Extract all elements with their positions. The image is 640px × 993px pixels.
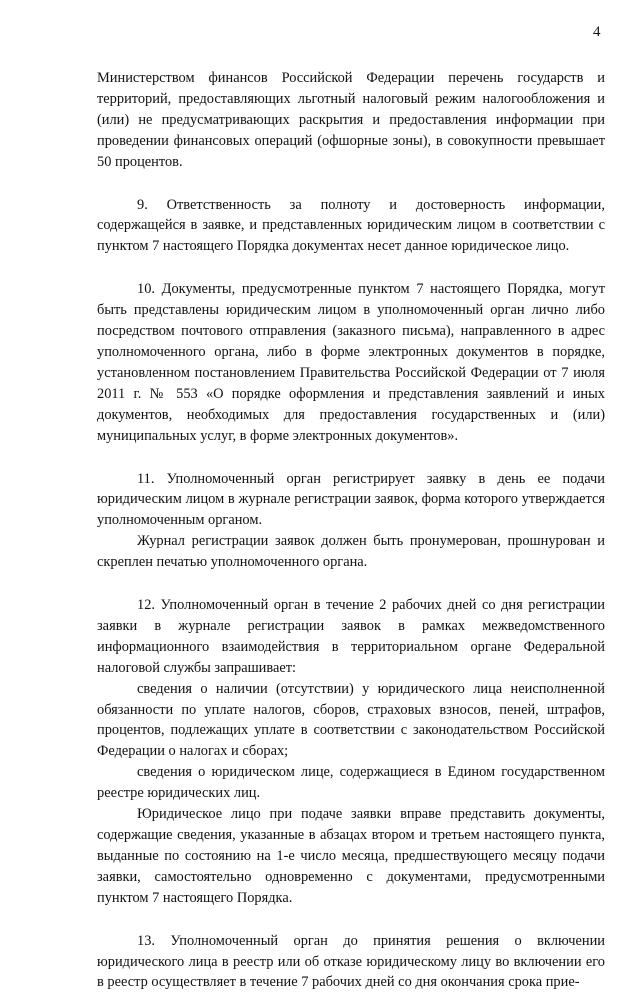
paragraph-item-11: 11. Уполномоченный орган регистрирует заявку в день ее подачи юридическим лицом в журнале регистрации заявок, форма которого утверждается уполномоченным органом.: [97, 470, 605, 529]
paragraph-documents-option: Юридическое лицо при подаче заявки вправе представить документы, содержащие сведения, указанные в абзацах втором и третьем настоящего пункта, выданные по состоянию на 1-е число месяца, предшествующего месяцу подачи заявки, самостоятельно одновременно с документами, предусмотренными пунктом 7 настоящего Порядка.: [97, 806, 605, 906]
page-number: 4: [593, 24, 601, 40]
paragraph-item-10: 10. Документы, предусмотренные пунктом 7 настоящего Порядка, могут быть представлены юридическим лицом в уполномоченный орган лично либо посредством почтового отправления (заказного письма), направленного в адрес уполномоченного органа, либо в форме электронных документов в порядке, установленном постановлением Правительства Российской Федерации от 7 июля 2011 г. № 553 «О порядке оформления и представления заявлений и иных документов, необходимых для предоставления государственных и (или) муниципальных услуг, в форме электронных документов».: [97, 281, 605, 444]
paragraph-item-9: 9. Ответственность за полноту и достоверность информации, содержащейся в заявке, и представленных юридическим лицом в соответствии с пунктом 7 настоящего Порядка документах несет данное юридическое лицо.: [97, 196, 605, 255]
document-body: [97, 68, 605, 993]
paragraph-item-12: 12. Уполномоченный орган в течение 2 рабочих дней со дня регистрации заявки в журнале регистрации заявок в рамках межведомственного информационного взаимодействия в территориальном органе Федеральной налоговой службы запрашивает:: [97, 597, 605, 676]
paragraph-journal: Журнал регистрации заявок должен быть пронумерован, прошнурован и скреплен печатью уполномоченного органа.: [97, 533, 605, 571]
paragraph-registry-info: сведения о юридическом лице, содержащиеся в Едином государственном реестре юридических лиц.: [97, 764, 605, 802]
paragraph-item-13: 13. Уполномоченный орган до принятия решения о включении юридического лица в реестр или об отказе юридическому лицу во включении его в реестр осуществляет в течение 7 рабочих дней со дня окончания срока прие-: [97, 932, 605, 991]
paragraph-continuation: Министерством финансов Российской Федерации перечень государств и территорий, предоставляющих льготный налоговый режим налогообложения и (или) не предусматривающих раскрытия и предоставления информации при проведении финансовых операций (офшорные зоны), в совокупности превышает 50 процентов.: [97, 70, 605, 170]
paragraph-tax-debt-info: сведения о наличии (отсутствии) у юридического лица неисполненной обязанности по уплате налогов, сборов, страховых взносов, пеней, штрафов, процентов, подлежащих уплате в соответствии с законодательством Российской Федерации о налогах и сборах;: [97, 680, 605, 760]
